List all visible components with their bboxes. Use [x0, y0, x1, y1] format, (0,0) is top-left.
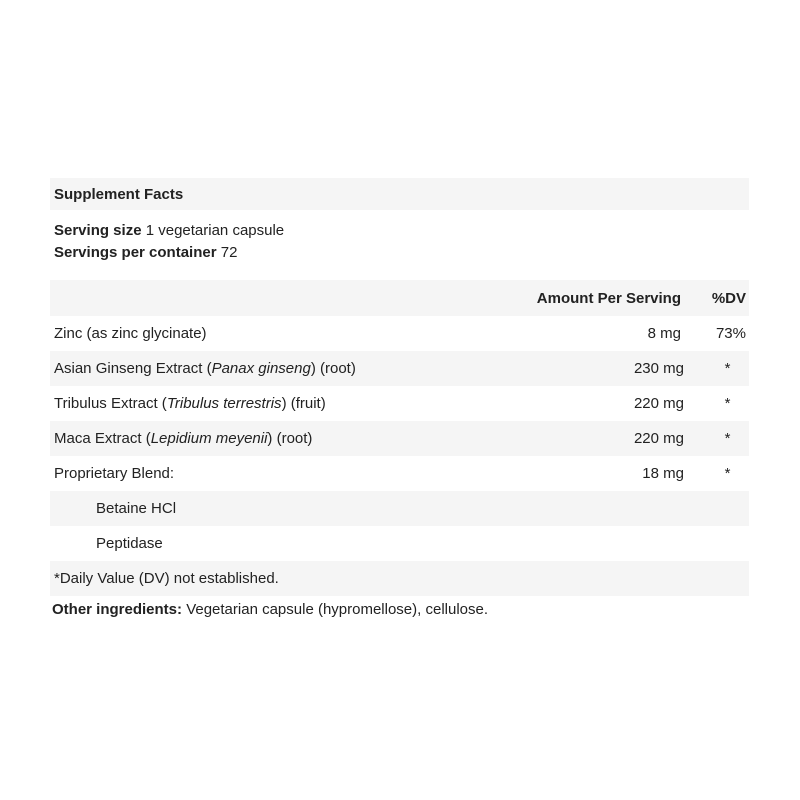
- footnote-row: [50, 561, 749, 596]
- servings-per-container-label: Servings per container: [54, 244, 217, 261]
- blend-component-row: [50, 491, 749, 526]
- serving-size-line: [54, 220, 749, 242]
- ingredient-dv: *: [724, 465, 731, 482]
- ingredient-dv: *: [724, 430, 731, 447]
- ingredient-name: Proprietary Blend:: [54, 465, 175, 482]
- ingredient-dv: *: [724, 360, 731, 377]
- ingredient-amount: 8 mg: [647, 325, 681, 342]
- ingredient-name: Asian Ginseng Extract (Panax ginseng) (root): [54, 360, 356, 377]
- blend-component-row: [50, 526, 749, 561]
- ingredient-amount: 18 mg: [642, 465, 684, 482]
- blend-component-name: Peptidase: [96, 535, 163, 552]
- panel-title-row: [50, 178, 749, 210]
- servings-per-container-line: [54, 242, 749, 264]
- ingredient-name: Maca Extract (Lepidium meyenii) (root): [54, 430, 313, 447]
- other-ingredients: [52, 599, 488, 621]
- other-ingredients-value: Vegetarian capsule (hypromellose), cellulose.: [186, 601, 489, 618]
- ingredient-row: [50, 421, 749, 456]
- ingredient-amount: 220 mg: [633, 430, 684, 447]
- panel-title: Supplement Facts: [54, 185, 184, 203]
- amount-header: Amount Per Serving: [536, 289, 681, 307]
- ingredient-row: [50, 456, 749, 491]
- dv-footnote: *Daily Value (DV) not established.: [54, 570, 279, 587]
- ingredient-row: [50, 351, 749, 386]
- ingredient-amount: 230 mg: [633, 360, 684, 377]
- serving-size-label: Serving size: [54, 222, 142, 239]
- ingredient-row: [50, 386, 749, 421]
- ingredient-dv: 73%: [715, 325, 746, 342]
- serving-info: [50, 210, 749, 280]
- other-ingredients-label: Other ingredients:: [52, 601, 183, 618]
- servings-per-container-value: 72: [220, 244, 238, 261]
- ingredient-name: Tribulus Extract (Tribulus terrestris) (fruit): [54, 395, 326, 412]
- blend-component-name: Betaine HCl: [96, 500, 177, 517]
- ingredient-dv: *: [724, 395, 731, 412]
- table-header-row: [50, 280, 749, 316]
- ingredient-row: [50, 316, 749, 351]
- supplement-facts-panel: [50, 178, 749, 596]
- dv-header: %DV: [711, 289, 746, 307]
- ingredient-name: Zinc (as zinc glycinate): [54, 325, 207, 342]
- ingredient-amount: 220 mg: [633, 395, 684, 412]
- serving-size-value: 1 vegetarian capsule: [145, 222, 285, 239]
